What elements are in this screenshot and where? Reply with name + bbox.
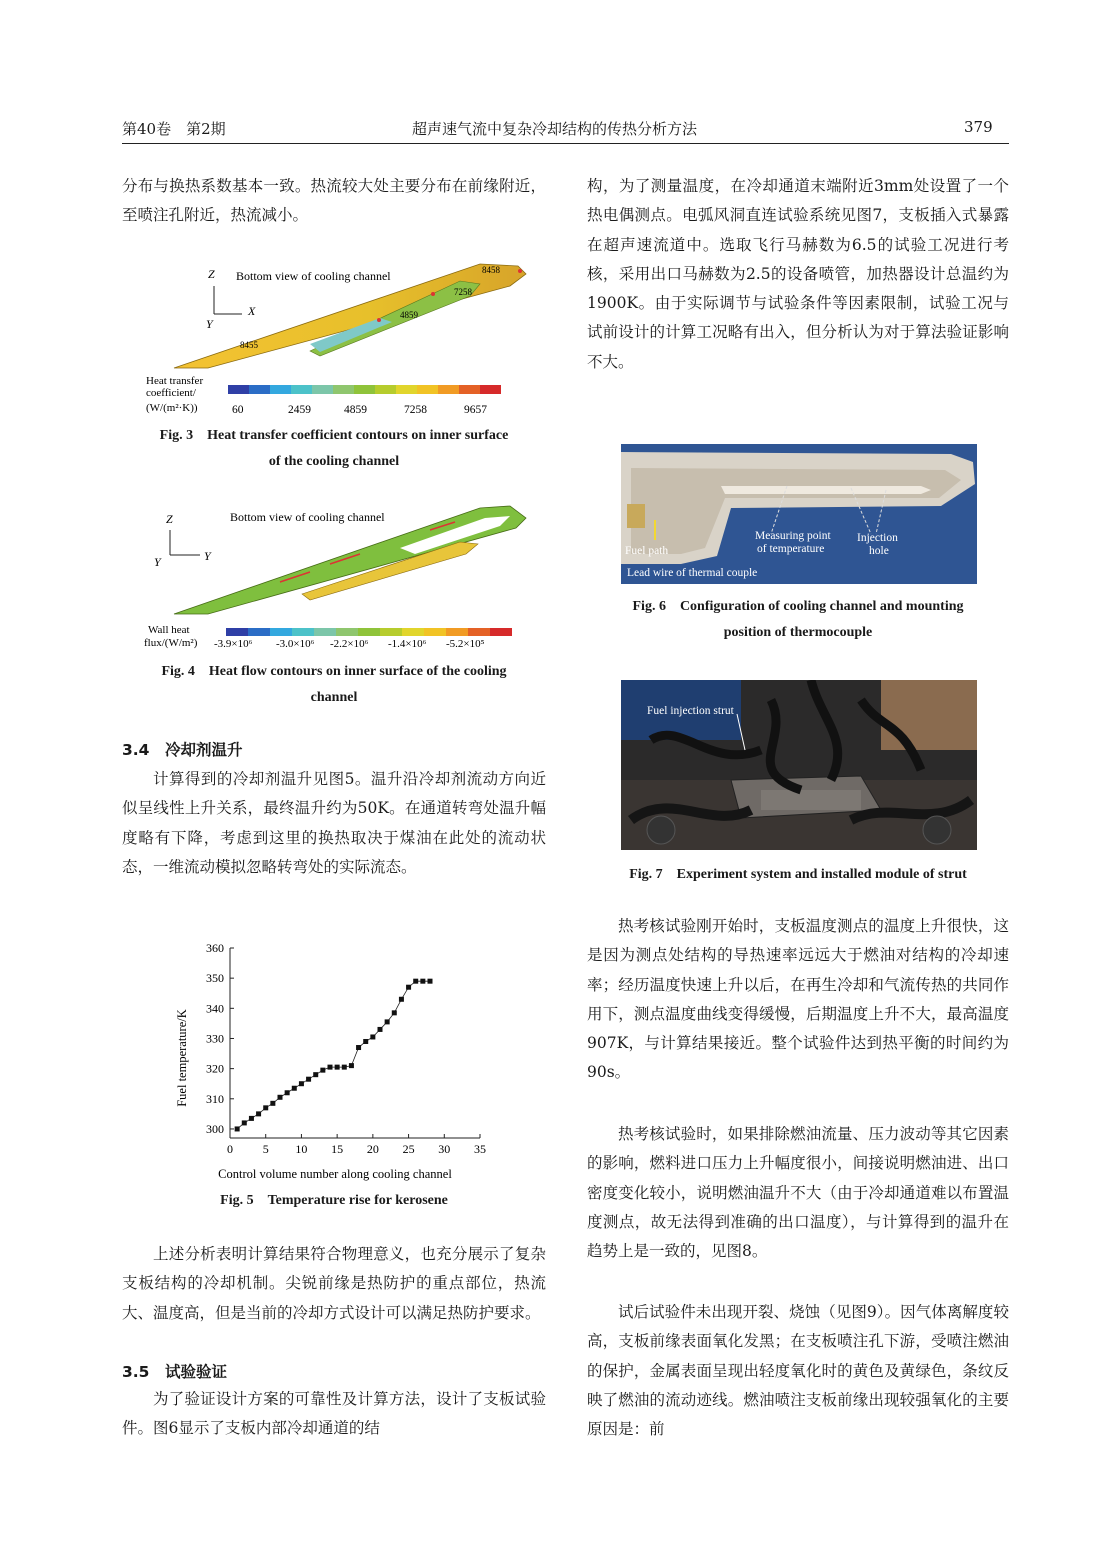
y-tick-label: 310	[206, 1091, 224, 1106]
data-point	[356, 1045, 361, 1050]
legend-tick: -3.9×10⁶	[214, 638, 253, 650]
right-para-4: 试后试验件未出现开裂、烧蚀（见图9）。因气体离解度较高，支板前缘表面氧化发黑；在支板喷注孔下游，受喷注燃油的保护，金属表面呈现出轻度氧化时的黄色及黄绿色，条纹反映了燃油的流动迹线。燃油喷注支板前缘出现较强氧化的主要原因是：前	[587, 1303, 1009, 1439]
label-injection-2: hole	[869, 545, 889, 557]
label-fuel-injection-strut: Fuel injection strut	[647, 705, 734, 717]
legend-tick: 9657	[464, 404, 487, 416]
data-point	[363, 1039, 368, 1044]
label-fuel-path: Fuel path	[625, 545, 669, 557]
data-point	[378, 1027, 383, 1032]
header-rule	[122, 143, 1009, 144]
data-point	[263, 1105, 268, 1110]
data-point	[270, 1101, 275, 1106]
data-point	[292, 1086, 297, 1091]
fig7-caption: Fig. 7 Experiment system and installed module of strut	[629, 867, 967, 882]
figure-6-photo	[621, 444, 977, 584]
data-point	[349, 1063, 354, 1068]
x-axis-label: Control volume number along cooling channel	[218, 1167, 452, 1181]
y-tick-label: 300	[206, 1121, 224, 1136]
contour-label: 8458	[482, 265, 500, 275]
fig5-caption: Fig. 5 Temperature rise for kerosene	[220, 1193, 448, 1208]
legend-tick: 4859	[344, 404, 367, 416]
axis-y: Y	[154, 555, 161, 569]
y-tick-label: 340	[206, 1001, 224, 1016]
label-injection: Injection	[857, 532, 898, 544]
fig3-caption: Fig. 3 Heat transfer coefficient contours on inner surface of the cooling channel	[159, 428, 509, 469]
data-point	[320, 1068, 325, 1073]
figure-3	[130, 256, 540, 420]
axis-z: Z	[208, 267, 215, 281]
data-point	[249, 1116, 254, 1121]
data-point	[428, 979, 433, 984]
data-point	[420, 979, 425, 984]
legend-tick: 60	[232, 404, 244, 416]
axis-y: Y	[206, 317, 213, 331]
data-point	[278, 1095, 283, 1100]
data-point	[370, 1034, 375, 1039]
fig6-caption: Fig. 6 Configuration of cooling channel and mounting position of thermocouple	[632, 599, 964, 640]
y-tick-label: 350	[206, 971, 224, 986]
right-para-1: 构，为了测量温度，在冷却通道末端附近3mm处设置了一个热电偶测点。电弧风洞直连试验系统见图7，支板插入式暴露在超声速流道中。选取飞行马赫数为6.5的试验工况进行考核，采用出口马赫数为2.5的设备喷管，加热器设计总温约为1900K。由于实际调节与试验条件等因素限制，试验工况与试前设计的计算工况略有出入，但分析认为对于算法验证影响不大。	[587, 177, 1009, 371]
legend-tick: 7258	[404, 404, 427, 416]
x-tick-label: 25	[402, 1142, 415, 1156]
journal-volume: 第40卷 第2期	[122, 120, 226, 138]
contour-label: 7258	[454, 287, 472, 297]
y-tick-label: 360	[206, 941, 224, 955]
data-point	[313, 1072, 318, 1077]
x-tick-label: 15	[331, 1142, 344, 1156]
legend-tick: -2.2×10⁶	[330, 638, 369, 650]
running-title: 超声速气流中复杂冷却结构的传热分析方法	[412, 120, 698, 138]
figure-7-photo	[621, 680, 977, 850]
legend-tick: -5.2×10⁵	[446, 638, 485, 650]
x-tick-label: 20	[366, 1142, 379, 1156]
legend-title: coefficient/	[146, 387, 196, 399]
section-3-4-heading: 3.4 冷却剂温升	[122, 741, 243, 759]
left-para-2: 计算得到的冷却剂温升见图5。温升沿冷却剂流动方向近似呈线性上升关系，最终温升约为50K。在通道转弯处温升幅度略有下降，考虑到这里的换热取决于煤油在此处的流动状态，一维流动模拟忽略转弯处的实际流态。	[122, 770, 546, 876]
legend-tick: 2459	[288, 404, 311, 416]
legend-title: (W/(m²·K))	[146, 402, 198, 414]
view-label: Bottom view of cooling channel	[236, 269, 391, 283]
legend-tick: -1.4×10⁶	[388, 638, 427, 650]
view-label: Bottom view of cooling channel	[230, 510, 385, 524]
section-3-5-heading: 3.5 试验验证	[122, 1363, 227, 1381]
contour-label: 8455	[240, 340, 258, 350]
color-legend-bar	[228, 385, 501, 394]
data-point	[299, 1081, 304, 1086]
right-para-2: 热考核试验刚开始时，支板温度测点的温度上升很快，这是因为测点处结构的导热速率远远大于燃油对结构的冷却速率；经历温度快速上升以后，在再生冷却和气流传热的共同作用下，测点温度曲线变得缓慢，后期温度上升不大，最高温度907K，与计算结果接近。整个试验件达到热平衡的时间约为90s。	[587, 917, 1009, 1082]
data-point	[285, 1090, 290, 1095]
y-axis-label: Fuel temperature/K	[175, 1009, 189, 1107]
left-para-3: 上述分析表明计算结果符合物理意义，也充分展示了复杂支板结构的冷却机制。尖锐前缘是热防护的重点部位，热流大、温度高，但是当前的冷却方式设计可以满足热防护要求。	[122, 1245, 546, 1322]
label-lead-wire: Lead wire of thermal couple	[627, 567, 758, 579]
x-tick-label: 5	[262, 1142, 269, 1156]
right-para-3: 热考核试验时，如果排除燃油流量、压力波动等其它因素的影响，燃料进口压力上升幅度很小，间接说明燃油进、出口密度变化较小，说明燃油温升不大（由于冷却通道难以布置温度测点，故无法得到准确的出口温度），与计算得到的温升在趋势上是一致的，见图8。	[587, 1125, 1009, 1261]
data-point	[392, 1010, 397, 1015]
legend-title: flux/(W/m²)	[144, 637, 198, 649]
contour-label: 4859	[400, 310, 418, 320]
legend-title: Heat transfer	[146, 375, 204, 387]
label-measuring-2: of temperature	[757, 543, 825, 555]
data-point	[328, 1065, 333, 1070]
figure-4	[130, 500, 540, 652]
left-para-4: 为了验证设计方案的可靠性及计算方法，设计了支板试验件。图6显示了支板内部冷却通道的结	[122, 1390, 546, 1438]
axis-y: Y	[204, 549, 211, 563]
data-point	[256, 1111, 261, 1116]
x-tick-label: 0	[227, 1142, 233, 1156]
y-tick-label: 320	[206, 1061, 224, 1076]
axis-x: X	[248, 304, 256, 318]
label-measuring: Measuring point	[755, 530, 831, 542]
fig4-caption: Fig. 4 Heat flow contours on inner surface of the cooling channel	[161, 664, 507, 705]
data-point	[335, 1065, 340, 1070]
color-legend-bar	[226, 628, 512, 636]
data-point	[399, 997, 404, 1002]
data-point	[413, 979, 418, 984]
y-tick-label: 330	[206, 1031, 224, 1046]
data-point	[235, 1126, 240, 1131]
x-tick-label: 10	[295, 1142, 308, 1156]
data-point	[406, 985, 411, 990]
figure-5-chart	[160, 938, 500, 1186]
legend-title: Wall heat	[148, 624, 190, 636]
axis-z: Z	[166, 512, 173, 526]
data-point	[342, 1065, 347, 1070]
left-para-1: 分布与换热系数基本一致。热流较大处主要分布在前缘附近，至喷注孔附近，热流减小。	[122, 177, 546, 225]
data-point	[385, 1019, 390, 1024]
data-point	[306, 1077, 311, 1082]
x-tick-label: 30	[438, 1142, 451, 1156]
x-tick-label: 35	[474, 1142, 486, 1156]
legend-tick: -3.0×10⁶	[276, 638, 315, 650]
data-point	[242, 1120, 247, 1125]
page-number: 379	[964, 118, 993, 136]
